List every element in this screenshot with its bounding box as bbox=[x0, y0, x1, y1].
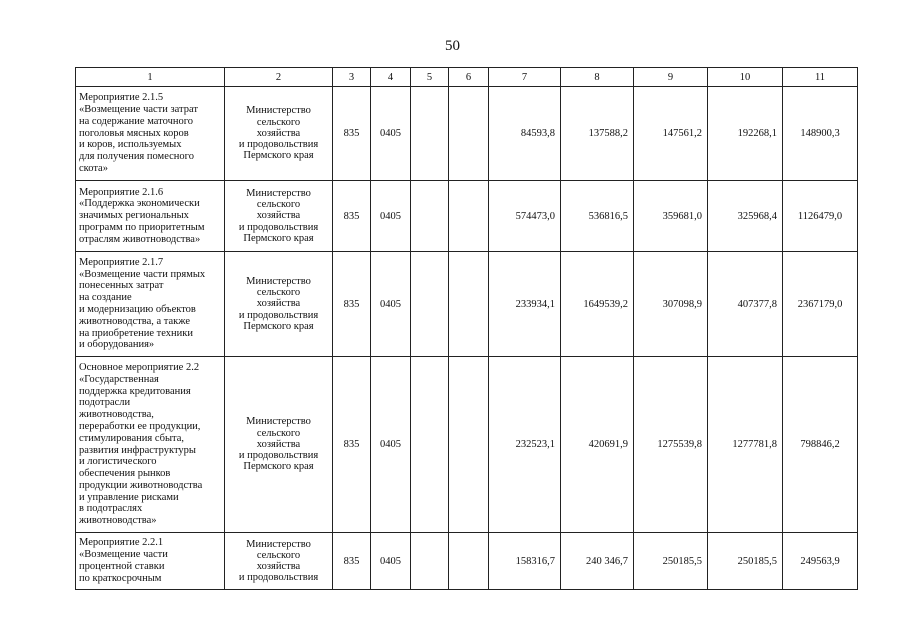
amount-col9: 250185,5 bbox=[634, 533, 708, 590]
table-row bbox=[76, 252, 858, 357]
amount-col8: 536816,5 bbox=[561, 181, 634, 252]
activity-name: Мероприятие 2.1.5 «Возмещение части затрат на содержание маточного поголовья мясных коров и коров, используемых для получения помесного скота» bbox=[76, 87, 225, 181]
amount-col10: 325968,4 bbox=[708, 181, 783, 252]
amount-col7: 158316,7 bbox=[489, 533, 561, 590]
amount-col9: 359681,0 bbox=[634, 181, 708, 252]
amount-col9: 147561,2 bbox=[634, 87, 708, 181]
column-header: 5 bbox=[411, 68, 449, 87]
table-row bbox=[76, 87, 858, 181]
code-grbs: 835 bbox=[333, 533, 371, 590]
activity-name: Мероприятие 2.1.7 «Возмещение части прямых понесенных затрат на создание и модернизацию объектов животноводства, а также на приобретение техники и оборудования» bbox=[76, 252, 225, 357]
column-header: 1 bbox=[76, 68, 225, 87]
code-target bbox=[411, 357, 449, 533]
code-grbs: 835 bbox=[333, 87, 371, 181]
activity-name: Мероприятие 2.1.6 «Поддержка экономически значимых региональных программ по приоритетным отраслям животноводства» bbox=[76, 181, 225, 252]
amount-col7: 233934,1 bbox=[489, 252, 561, 357]
code-expense bbox=[449, 181, 489, 252]
code-expense bbox=[449, 533, 489, 590]
amount-col8: 240 346,7 bbox=[561, 533, 634, 590]
amount-col10: 407377,8 bbox=[708, 252, 783, 357]
code-target bbox=[411, 252, 449, 357]
amount-col10: 1277781,8 bbox=[708, 357, 783, 533]
code-grbs: 835 bbox=[333, 252, 371, 357]
code-grbs: 835 bbox=[333, 181, 371, 252]
table-row bbox=[76, 357, 858, 533]
code-target bbox=[411, 87, 449, 181]
amount-col11: 249563,9 bbox=[783, 533, 858, 590]
column-header: 11 bbox=[783, 68, 858, 87]
responsible-executor: Министерство сельского хозяйства и продовольствия Пермского края bbox=[225, 252, 333, 357]
budget-table bbox=[75, 67, 858, 590]
code-expense bbox=[449, 252, 489, 357]
amount-col11: 148900,3 bbox=[783, 87, 858, 181]
column-header: 7 bbox=[489, 68, 561, 87]
amount-col7: 574473,0 bbox=[489, 181, 561, 252]
activity-name: Основное мероприятие 2.2 «Государственная поддержка кредитования подотрасли животноводства, переработки ее продукции, стимулирования сбыта, развития инфраструктуры и логистического обеспечения рынков продукции животноводства и управление рисками в подотраслях животноводства» bbox=[76, 357, 225, 533]
amount-col10: 192268,1 bbox=[708, 87, 783, 181]
column-header: 3 bbox=[333, 68, 371, 87]
code-section: 0405 bbox=[371, 87, 411, 181]
column-header: 10 bbox=[708, 68, 783, 87]
table-row bbox=[76, 533, 858, 590]
code-section: 0405 bbox=[371, 357, 411, 533]
table-row bbox=[76, 181, 858, 252]
code-section: 0405 bbox=[371, 181, 411, 252]
amount-col9: 1275539,8 bbox=[634, 357, 708, 533]
amount-col7: 232523,1 bbox=[489, 357, 561, 533]
amount-col7: 84593,8 bbox=[489, 87, 561, 181]
responsible-executor: Министерство сельского хозяйства и продовольствия bbox=[225, 533, 333, 590]
column-header: 8 bbox=[561, 68, 634, 87]
code-target bbox=[411, 181, 449, 252]
amount-col8: 420691,9 bbox=[561, 357, 634, 533]
column-header: 9 bbox=[634, 68, 708, 87]
amount-col11: 1126479,0 bbox=[783, 181, 858, 252]
code-expense bbox=[449, 87, 489, 181]
amount-col11: 798846,2 bbox=[783, 357, 858, 533]
code-section: 0405 bbox=[371, 252, 411, 357]
activity-name: Мероприятие 2.2.1 «Возмещение части процентной ставки по краткосрочным bbox=[76, 533, 225, 590]
column-header: 6 bbox=[449, 68, 489, 87]
code-expense bbox=[449, 357, 489, 533]
responsible-executor: Министерство сельского хозяйства и продовольствия Пермского края bbox=[225, 357, 333, 533]
amount-col9: 307098,9 bbox=[634, 252, 708, 357]
code-grbs: 835 bbox=[333, 357, 371, 533]
column-header: 4 bbox=[371, 68, 411, 87]
amount-col8: 137588,2 bbox=[561, 87, 634, 181]
column-header: 2 bbox=[225, 68, 333, 87]
responsible-executor: Министерство сельского хозяйства и продовольствия Пермского края bbox=[225, 87, 333, 181]
amount-col11: 2367179,0 bbox=[783, 252, 858, 357]
responsible-executor: Министерство сельского хозяйства и продовольствия Пермского края bbox=[225, 181, 333, 252]
page-number: 50 bbox=[445, 38, 460, 54]
table-header-row bbox=[76, 68, 858, 87]
amount-col8: 1649539,2 bbox=[561, 252, 634, 357]
amount-col10: 250185,5 bbox=[708, 533, 783, 590]
code-target bbox=[411, 533, 449, 590]
code-section: 0405 bbox=[371, 533, 411, 590]
